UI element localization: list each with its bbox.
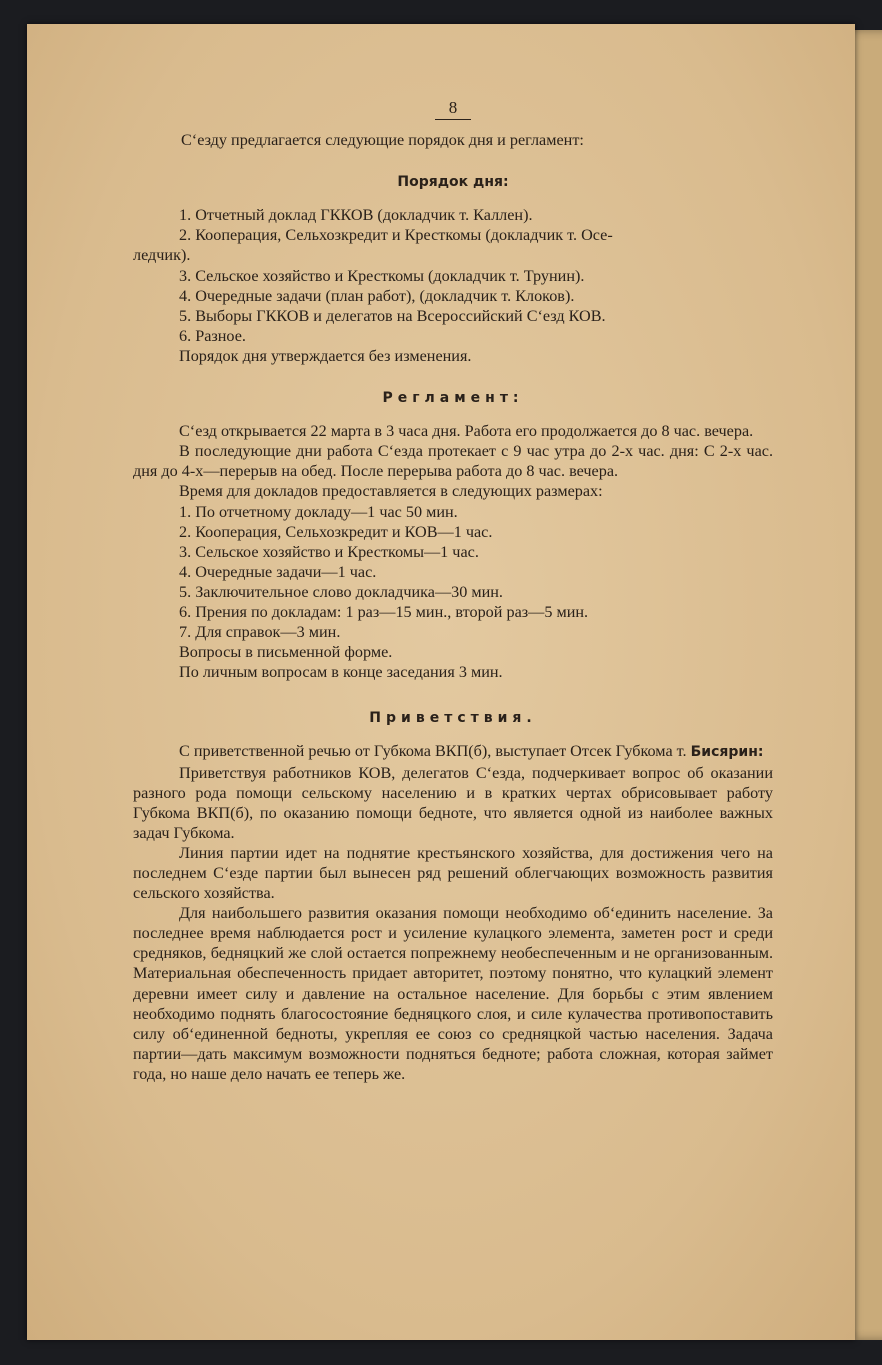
reglament-item-6: 6. Прения по докладам: 1 раз—15 мин., второй раз—5 мин. — [179, 602, 589, 621]
agenda-heading: Порядок дня: — [397, 174, 509, 191]
page-content — [133, 98, 773, 1084]
agenda-approval-note: Порядок дня утверждается без изменения. — [179, 346, 472, 365]
reglament-item-4: 4. Очередные задачи—1 час. — [179, 562, 377, 581]
agenda-item-3: 3. Сельское хозяйство и Кресткомы (докладчик т. Трунин). — [179, 266, 585, 285]
reglament-paragraph-3: Время для докладов предоставляется в следующих размерах: — [179, 482, 603, 501]
agenda-item-1: 1. Отчетный доклад ГККОВ (докладчик т. Каллен). — [179, 206, 533, 225]
reglament-item-3: 3. Сельское хозяйство и Кресткомы—1 час. — [179, 542, 479, 561]
reglament-heading: Регламент: — [382, 390, 524, 407]
agenda-item-5: 5. Выборы ГККОВ и делегатов на Всероссийский С‘езд КОВ. — [179, 306, 606, 325]
reglament-item-2: 2. Кооперация, Сельхозкредит и КОВ—1 час. — [179, 522, 493, 541]
speaker-name: Бисярин: — [690, 744, 764, 761]
greetings-speaker-intro: С приветственной речью от Губкома ВКП(б), выступает Отсек Губкома т. — [179, 742, 687, 761]
intro-line: С‘езду предлагается следующие порядок дня и регламент: — [181, 131, 584, 150]
page-number: 8 — [133, 98, 773, 120]
reglament-note-personal: По личным вопросам в конце заседания 3 мин. — [179, 663, 503, 682]
reglament-item-1: 1. По отчетному докладу—1 час 50 мин. — [179, 502, 458, 521]
document-page — [27, 24, 855, 1340]
agenda-item-2: 2. Кооперация, Сельхозкредит и Кресткомы (докладчик т. Осе- — [179, 226, 613, 245]
agenda-item-6: 6. Разное. — [179, 326, 246, 345]
greetings-paragraph-2: Приветствуя работников КОВ, делегатов С‘езда, подчеркивает вопрос об оказании разного рода помощи сельскому населению и в кратких чертах обрисовывает работу Губкома ВКП(б), по оказанию помощи бедноте, что является одной из наиболее важных задач Губкома. — [133, 763, 773, 842]
reglament-item-5: 5. Заключительное слово докладчика—30 мин. — [179, 582, 503, 601]
greetings-paragraph-3: Линия партии идет на поднятие крестьянского хозяйства, для достижения чего на последнем С‘езде партии был вынесен ряд решений облегчающих возможность развития сельского хозяйства. — [133, 843, 773, 903]
reglament-item-7: 7. Для справок—3 мин. — [179, 623, 341, 642]
reglament-paragraph-2: В последующие дни работа С‘езда протекает с 9 час утра до 2-х час. дня: С 2-х час. дня до 4-х—перерыв на обед. После перерыва работа до 8 час. вечера. — [133, 442, 773, 481]
agenda-item-4: 4. Очередные задачи (план работ), (докладчик т. Клоков). — [179, 286, 575, 305]
agenda-item-2-continued: ледчик). — [133, 246, 191, 265]
reglament-note-written: Вопросы в письменной форме. — [179, 643, 393, 662]
greetings-heading: Приветствия. — [369, 710, 537, 727]
greetings-paragraph-4: Для наибольшего развития оказания помощи необходимо об‘единить население. За последнее время наблюдается рост и усиление кулацкого элемента, заметен рост и среди средняков, бедняцкий же слой остается попрежнему необеспеченным и не организованным. Материальная обеспеченность придает авторитет, поэтому понятно, что кулацкий элемент деревни имеет силу и давление на остальное население. Для борьбы с этим явлением необходимо поднять благосостояние бедняцкого слоя, и силе кулачества противопоставить силу об‘единенной бедноты, укрепляя ее союз со средняцкой частью населения. Задача партии—дать максимум возможности подняться бедноте; работа сложная, которая займет года, но наше дело начать ее теперь же. — [133, 904, 773, 1083]
reglament-paragraph-1: С‘езд открывается 22 марта в 3 часа дня. Работа его продолжается до 8 час. вечера. — [179, 422, 754, 441]
greetings-paragraph-1 — [133, 741, 773, 762]
